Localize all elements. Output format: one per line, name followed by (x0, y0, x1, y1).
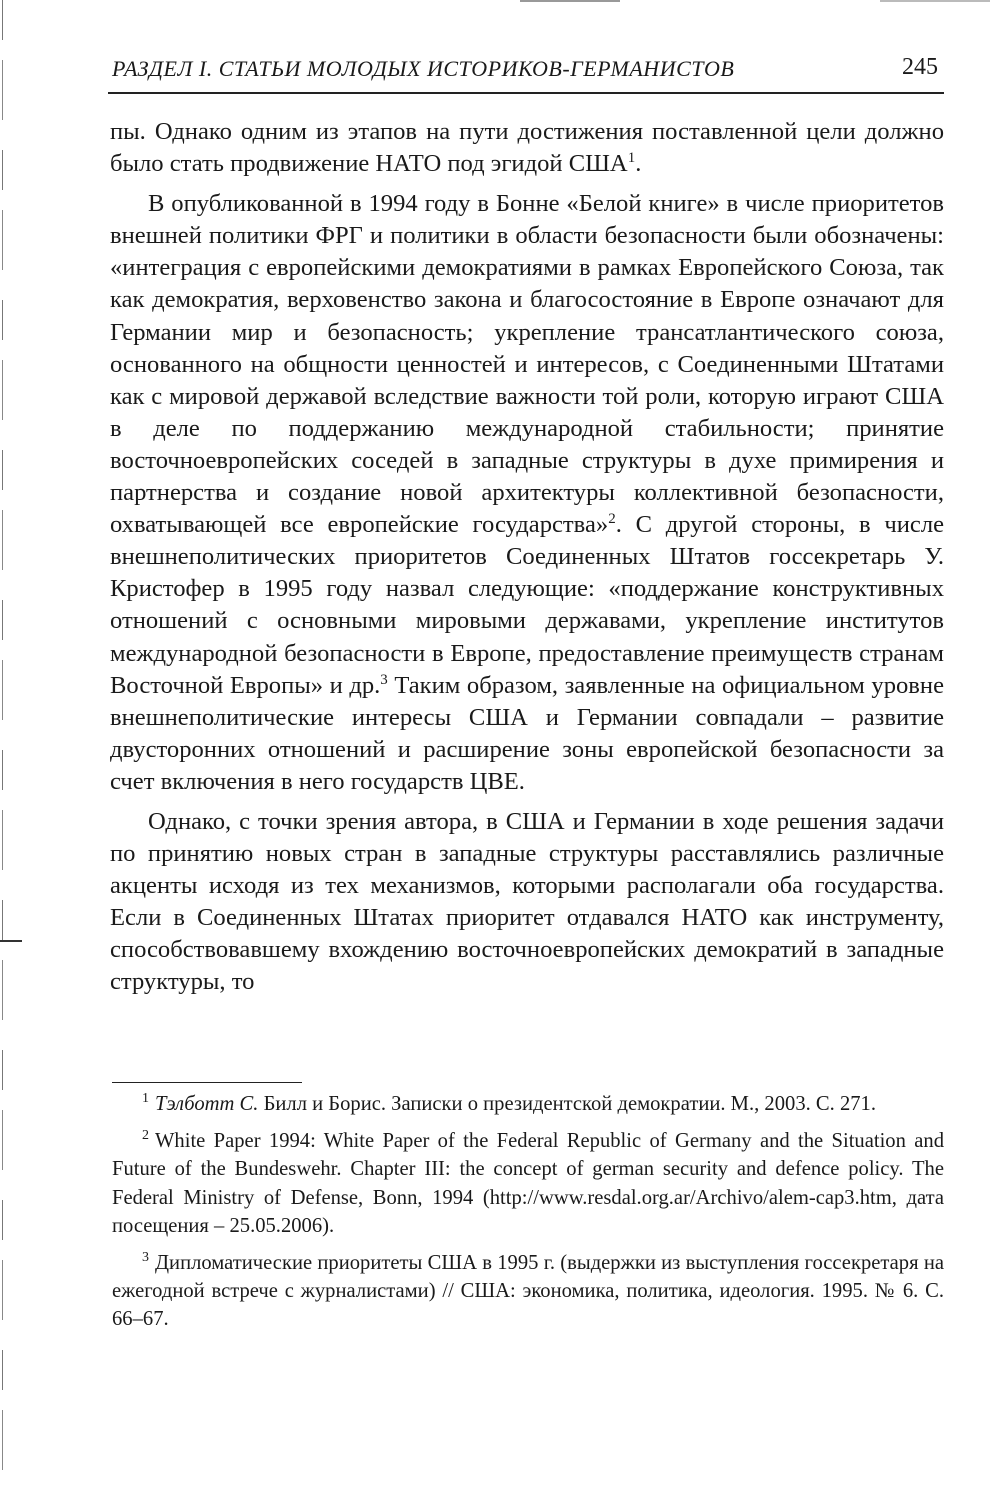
footnote-1 (112, 1090, 944, 1118)
page-header (108, 52, 944, 94)
running-head: РАЗДЕЛ I. СТАТЬИ МОЛОДЫХ ИСТОРИКОВ-ГЕРМАНИСТОВ (112, 56, 735, 81)
footnote-divider (112, 1082, 302, 1083)
paragraph-1-end: . (635, 150, 642, 178)
footnote-mark: 2 (142, 1128, 149, 1144)
footnote-author: Тэлботт С. (155, 1093, 259, 1115)
footnote-text: Дипломатические приоритеты США в 1995 г. (выдержки из выступления госсекретаря на ежегодной встрече с журналистами) // США: экономика, политика, идеология. 1995. № 6. С. 66–67. (112, 1252, 944, 1331)
footnote-ref-2[interactable]: 2 (608, 510, 616, 527)
footnote-2 (112, 1127, 944, 1240)
paragraph-2-text-a: В опубликованной в 1994 году в Бонне «Белой книге» в числе приоритетов внешней политики ФРГ и политики в области безопасности были обозначены: «интеграция с европейскими демократиями в рамках Европейского Союза, так как демократия, верховенство закона и благосостояние в Европе означают для Германии мир и безопасность; укрепление трансатлантического союза, основанного на общности ценностей и интересов, с Соединенными Штатами как с мировой державой вследствие важности той роли, которую играют США в деле по поддержанию международной стабильности; принятие восточноевропейских соседей в западные структуры в духе примирения и партнерства и создание новой архитектуры коллективной безопасности, охватывающей все европейские государства» (110, 190, 944, 539)
scan-artifact-line (520, 0, 620, 2)
paragraph-3: Однако, с точки зрения автора, в США и Германии в ходе решения задачи по принятию новых стран в западные структуры расставлялись различные акценты исходя из тех механизмов, которыми располагали оба государства. Если в Соединенных Штатах приоритет отдавался НАТО как инструменту, способствовавшему вхождению восточноевропейских демократий в западные структуры, то (110, 807, 944, 996)
footnote-ref-3[interactable]: 3 (380, 671, 388, 688)
paragraph-1-text: пы. Однако одним из этапов на пути достижения поставленной цели должно было стать продвижение НАТО под эгидой США (110, 118, 944, 178)
footnotes (112, 1090, 944, 1343)
paragraph-2-text-b: . С другой стороны, в числе внешнеполитических приоритетов Соединенных Штатов госсекретарь У. Кристофер в 1995 году назвал следующие: «поддержание конструктивных отношений с основными мировыми державами, укрепление институтов международной безопасности в Европе, предоставление преимуществ странам Восточной Европы» и др. (110, 511, 945, 699)
page-number: 245 (902, 54, 938, 80)
footnote-text: Билл и Борис. Записки о президентской демократии. М., 2003. С. 271. (258, 1093, 876, 1115)
scan-margin-rule (2, 0, 3, 1499)
footnote-text: White Paper 1994: White Paper of the Federal Republic of Germany and the Situation and Future of the Bundeswehr. Chapter III: the concept of german security and defence policy. The Federal Ministry of Defense, Bonn, 1994 (http://www.resdal.org.ar/Archivo/alem-cap3.htm, дата посещения – 25.05.2006). (112, 1130, 944, 1237)
footnote-ref-1[interactable]: 1 (627, 149, 636, 166)
paragraph-2-text-c: Таким образом, заявленные на официальном уровне внешнеполитические интересы США и Германии совпадали – развитие двусторонних отношений и расширение зоны европейской безопасности за счет включения в него государств ЦВЕ. (110, 671, 944, 795)
body-text (110, 116, 944, 999)
paragraph-2 (110, 188, 944, 798)
footnote-mark: 3 (142, 1250, 149, 1266)
footnote-3 (112, 1249, 944, 1334)
scan-artifact-line (880, 0, 990, 2)
paragraph-1 (110, 116, 944, 180)
scan-margin-tick (0, 940, 22, 942)
footnote-mark: 1 (142, 1091, 149, 1107)
